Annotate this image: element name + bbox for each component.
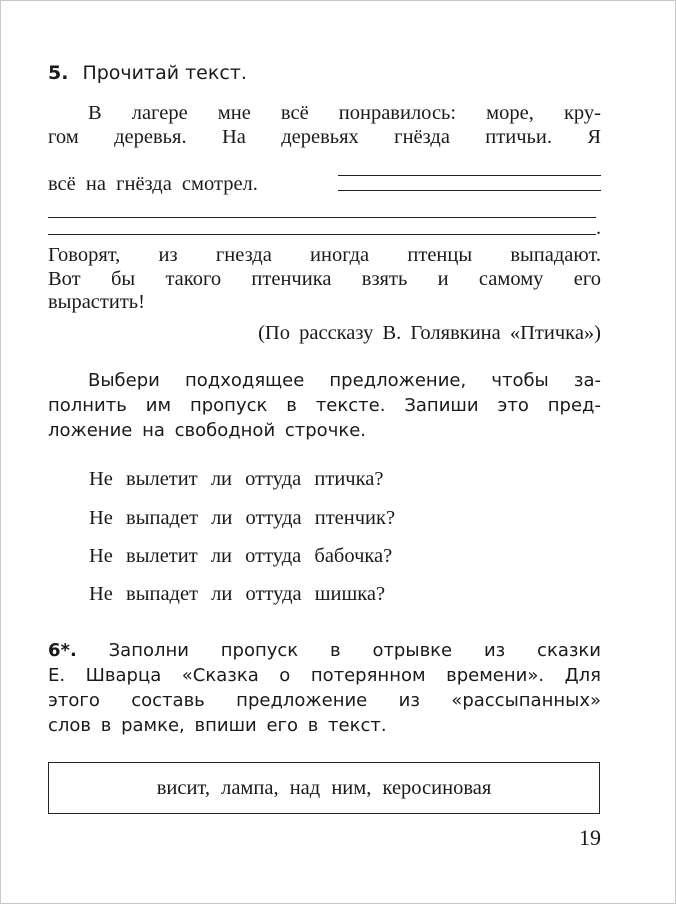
story-line-2: гом деревья. На деревьях гнёзда птичьи. Я bbox=[48, 126, 601, 148]
option-1: Не вылетит ли оттуда птичка? bbox=[89, 468, 384, 490]
option-3: Не вылетит ли оттуда бабочка? bbox=[89, 545, 393, 567]
answer-line-1b bbox=[338, 190, 601, 191]
option-4: Не выпадет ли оттуда шишка? bbox=[89, 583, 386, 605]
word-box-text: висит, лампа, над ним, керосиновая bbox=[156, 776, 492, 799]
story-line-3: всё на гнёзда смотрел. bbox=[48, 173, 258, 195]
page-number: 19 bbox=[579, 825, 601, 850]
task-6-instruction bbox=[48, 638, 601, 738]
story-line-5: Вот бы такого птенчика взять и самому его bbox=[48, 268, 601, 290]
task-5-number: 5. bbox=[48, 62, 69, 84]
story-line-1: В лагере мне всё понравилось: море, кру- bbox=[88, 102, 601, 124]
task-6-number: 6*. bbox=[48, 640, 77, 661]
answer-line-1a bbox=[338, 175, 601, 176]
option-2: Не выпадет ли оттуда птенчик? bbox=[89, 507, 396, 529]
instruction-line-3: ложение на свободной строчке. bbox=[48, 420, 366, 441]
task-5-header bbox=[48, 62, 247, 84]
story-attribution: (По рассказу В. Голявкина «Птичка») bbox=[258, 322, 601, 344]
task-6-line-1 bbox=[48, 638, 601, 663]
task-5-instruction bbox=[48, 368, 601, 443]
answer-line-3[interactable] bbox=[48, 234, 596, 235]
answer-line-2[interactable] bbox=[48, 217, 596, 218]
answer-end-dot: . bbox=[596, 217, 602, 239]
story-text-top bbox=[48, 101, 601, 149]
task-6-line-4: слов в рамке, впиши его в текст. bbox=[48, 715, 387, 736]
task-6-line-2: Е. Шварца «Сказка о потерянном времени». Для bbox=[48, 665, 601, 686]
story-line-4: Говорят, из гнезда иногда птенцы выпадают. bbox=[48, 244, 601, 266]
task-6-line-3: этого составь предложение из «рассыпанных» bbox=[48, 690, 601, 711]
task-5-title: Прочитай текст. bbox=[82, 62, 247, 84]
task-6-first-text: Заполни пропуск в отрывке из сказки bbox=[108, 640, 601, 661]
story-line-6: вырастить! bbox=[48, 291, 145, 313]
story-text-bottom bbox=[48, 243, 601, 291]
instruction-line-1: Выбери подходящее предложение, чтобы за- bbox=[88, 370, 601, 391]
instruction-line-2: полнить им пропуск в тексте. Запиши это пред- bbox=[48, 395, 601, 416]
word-box bbox=[48, 762, 600, 814]
